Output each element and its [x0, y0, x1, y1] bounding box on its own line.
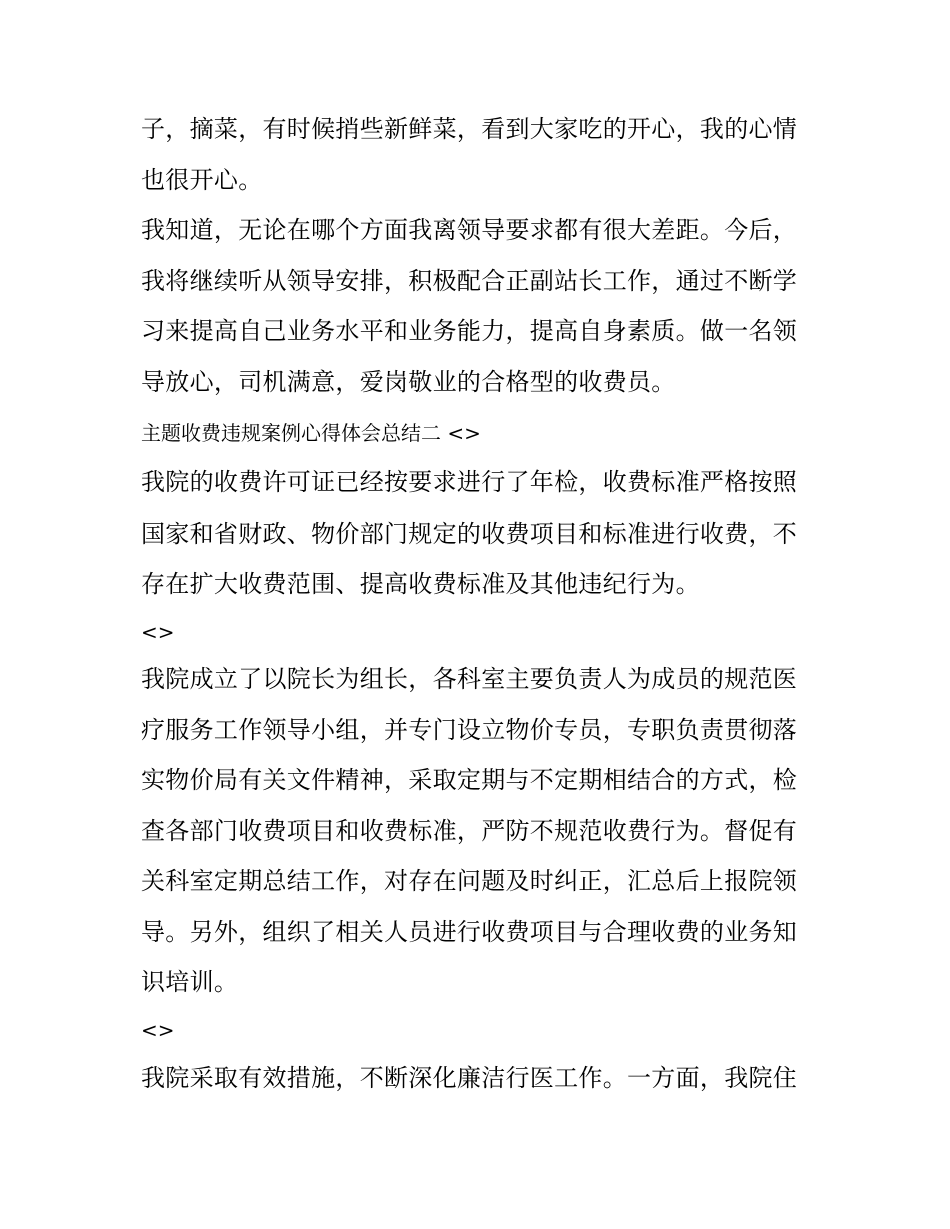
text-line: 我院采取有效措施，不断深化廉洁行医工作。一方面，我院住	[141, 1064, 798, 1092]
text-line: 习来提高自己业务水平和业务能力，提高自身素质。做一名领	[141, 317, 798, 345]
text-line: 我知道，无论在哪个方面我离领导要求都有很大差距。今后，	[141, 216, 798, 244]
text-line: 识培训。	[141, 968, 239, 996]
separator-marker: <>	[141, 620, 175, 644]
text-line: 存在扩大收费范围、提高收费标准及其他违纪行为。	[141, 570, 700, 598]
text-line: 我将继续听从领导安排，积极配合正副站长工作，通过不断学	[141, 267, 798, 295]
text-line: 导。另外，组织了相关人员进行收费项目与合理收费的业务知	[141, 918, 798, 946]
text-line: 我院成立了以院长为组长，各科室主要负责人为成员的规范医	[141, 665, 798, 693]
separator-marker: <>	[141, 1018, 175, 1042]
text-line: 实物价局有关文件精神，采取定期与不定期相结合的方式，检	[141, 766, 798, 794]
text-line: 子，摘菜，有时候捎些新鲜菜，看到大家吃的开心，我的心情	[141, 115, 798, 143]
text-line: 我院的收费许可证已经按要求进行了年检，收费标准严格按照	[141, 468, 798, 496]
text-line: 疗服务工作领导小组，并专门设立物价专员，专职负责贯彻落	[141, 716, 798, 744]
text-line: 关科室定期总结工作，对存在问题及时纠正，汇总后上报院领	[141, 867, 798, 895]
text-line: 也很开心。	[141, 166, 263, 194]
text-line: 导放心，司机满意，爱岗敬业的合格型的收费员。	[141, 368, 676, 396]
text-line: 国家和省财政、物价部门规定的收费项目和标准进行收费，不	[141, 520, 798, 548]
text-line: 查各部门收费项目和收费标准，严防不规范收费行为。督促有	[141, 817, 798, 845]
section-heading: 主题收费违规案例心得体会总结二 <>	[141, 421, 481, 445]
